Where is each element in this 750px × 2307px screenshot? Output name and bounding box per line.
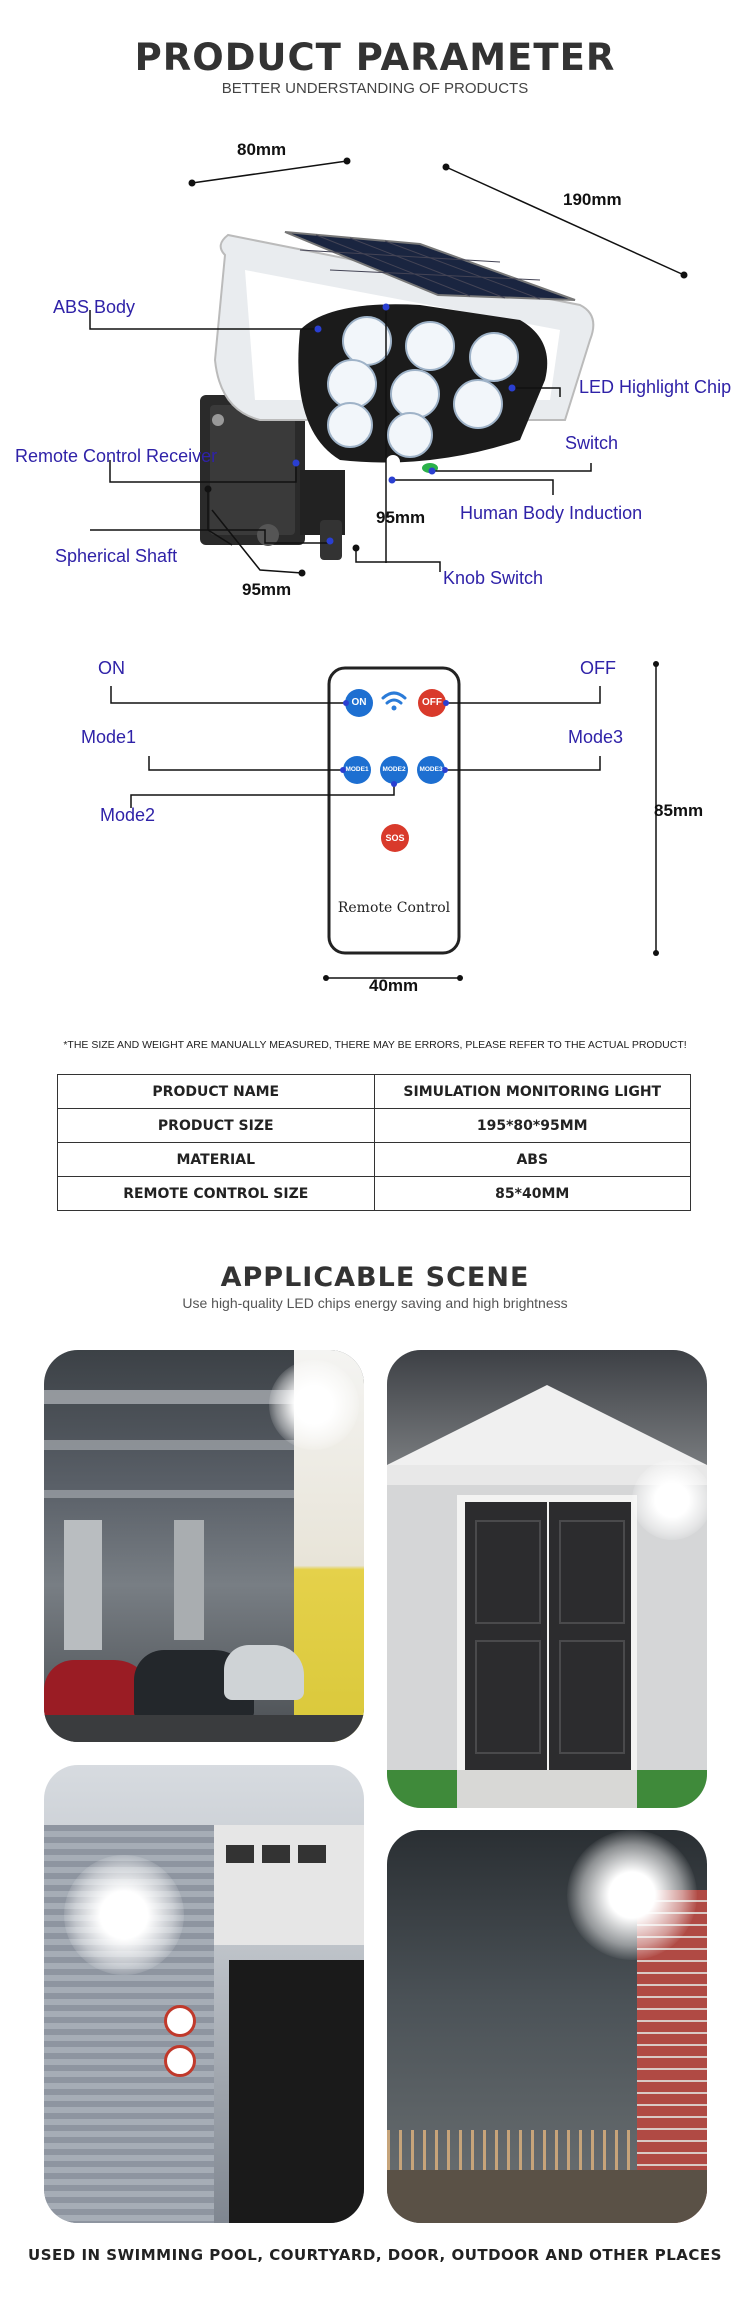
table-cell: SIMULATION MONITORING LIGHT bbox=[374, 1075, 691, 1109]
scene-photo-door bbox=[387, 1350, 707, 1808]
product-diagram bbox=[0, 130, 750, 600]
remote-label-off: OFF bbox=[580, 658, 616, 678]
table-cell: ABS bbox=[374, 1143, 691, 1177]
label-switch: Switch bbox=[565, 433, 619, 453]
spec-table bbox=[57, 1074, 691, 1211]
label-knob-switch: Knob Switch bbox=[443, 568, 544, 588]
label-remote-receiver: Remote Control Receiver bbox=[15, 446, 218, 466]
page-title: PRODUCT PARAMETER bbox=[134, 36, 616, 79]
remote-button-mode3: MODE3 bbox=[419, 766, 443, 773]
remote-button-off: OFF bbox=[422, 697, 442, 708]
dim-190mm: 190mm bbox=[563, 190, 622, 209]
remote-button-sos: SOS bbox=[385, 833, 405, 843]
remote-dim-width: 40mm bbox=[369, 976, 419, 995]
page-subtitle: BETTER UNDERSTANDING OF PRODUCTS bbox=[221, 80, 529, 97]
scene-subtitle: Use high-quality LED chips energy saving and high brightness bbox=[182, 1295, 568, 1311]
table-cell: PRODUCT NAME bbox=[58, 1075, 375, 1109]
remote-label-on: ON bbox=[98, 658, 125, 678]
table-row bbox=[58, 1177, 691, 1211]
table-cell: REMOTE CONTROL SIZE bbox=[58, 1177, 375, 1211]
dim-95mm-bottom: 95mm bbox=[242, 580, 292, 599]
scene-photo-night-wall bbox=[387, 1830, 707, 2223]
table-cell: 195*80*95MM bbox=[374, 1109, 691, 1143]
remote-caption: Remote Control bbox=[337, 900, 451, 916]
scene-photo-parking bbox=[44, 1350, 364, 1742]
table-cell: 85*40MM bbox=[374, 1177, 691, 1211]
scene-title: APPLICABLE SCENE bbox=[220, 1262, 530, 1293]
table-cell: MATERIAL bbox=[58, 1143, 375, 1177]
footer-text: USED IN SWIMMING POOL, COURTYARD, DOOR, OUTDOOR AND OTHER PLACES bbox=[28, 2246, 722, 2264]
label-led-chip: LED Highlight Chip bbox=[579, 377, 732, 397]
table-cell: PRODUCT SIZE bbox=[58, 1109, 375, 1143]
remote-button-on: ON bbox=[351, 697, 367, 708]
table-row bbox=[58, 1143, 691, 1177]
remote-label-mode3: Mode3 bbox=[568, 727, 624, 747]
measurement-note: *THE SIZE AND WEIGHT ARE MANUALLY MEASURED, THERE MAY BE ERRORS, PLEASE REFER TO THE ACTUAL PRODUCT! bbox=[63, 1039, 687, 1051]
remote-diagram bbox=[0, 650, 750, 1010]
table-row bbox=[58, 1075, 691, 1109]
remote-dim-height: 85mm bbox=[654, 801, 704, 820]
remote-button-mode1: MODE1 bbox=[345, 766, 369, 773]
remote-button-mode2: MODE2 bbox=[382, 766, 406, 773]
dim-95mm-right: 95mm bbox=[376, 508, 426, 527]
remote-label-mode1: Mode1 bbox=[81, 727, 137, 747]
label-abs-body: ABS Body bbox=[53, 297, 136, 317]
label-spherical-shaft: Spherical Shaft bbox=[55, 546, 178, 566]
scene-photo-garage bbox=[44, 1765, 364, 2223]
dim-80mm: 80mm bbox=[237, 140, 287, 159]
remote-label-mode2: Mode2 bbox=[100, 805, 156, 825]
table-row bbox=[58, 1109, 691, 1143]
label-human-induction: Human Body Induction bbox=[460, 503, 643, 523]
